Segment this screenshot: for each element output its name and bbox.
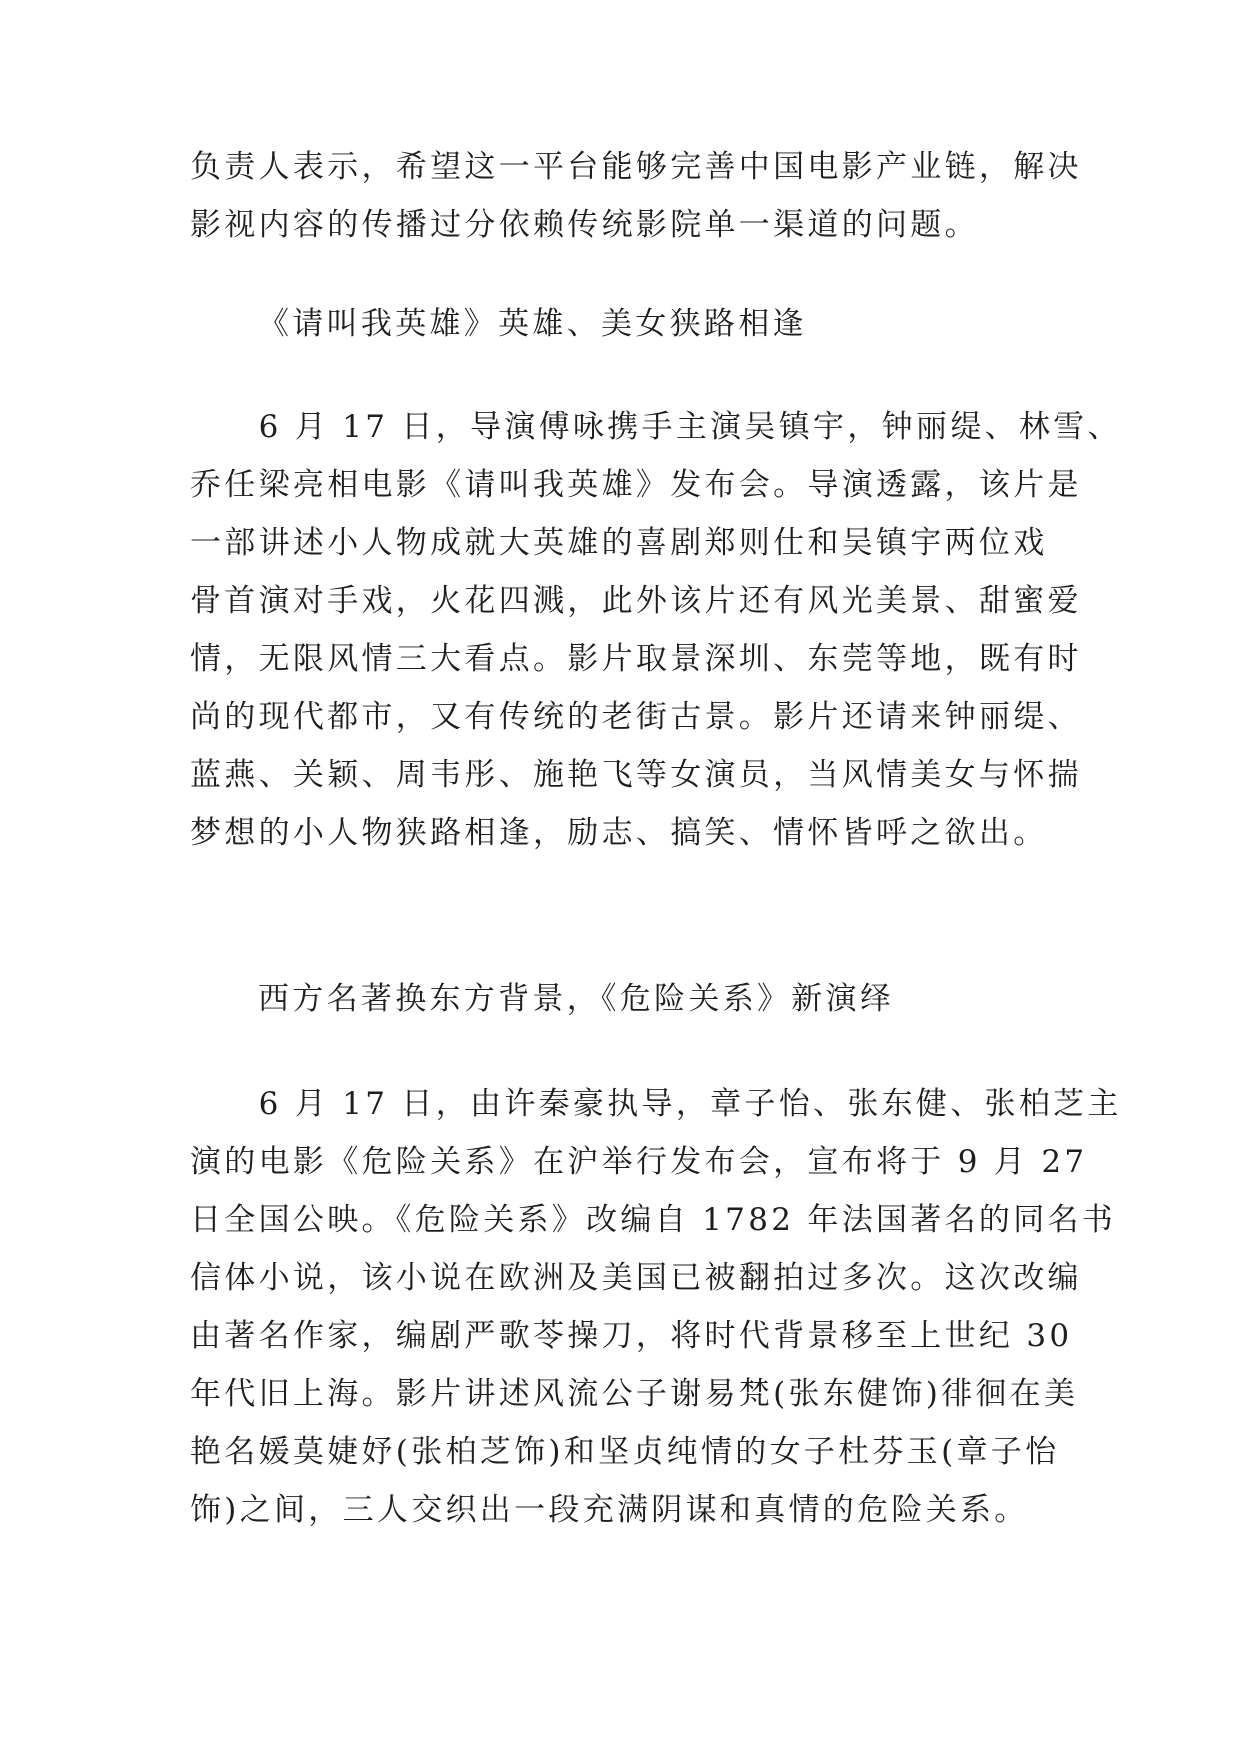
paragraph-line: 一部讲述小人物成就大英雄的喜剧郑则仕和吴镇宇两位戏 — [190, 525, 1048, 561]
section-heading-1: 《请叫我英雄》英雄、美女狭路相逢 — [258, 306, 807, 342]
paragraph-line: 6 月 17 日，导演傅咏携手主演吴镇宇，钟丽缇、林雪、 — [190, 409, 1122, 445]
paragraph-line: 由著名作家，编剧严歌苓操刀，将时代背景移至上世纪 30 — [190, 1318, 1073, 1354]
paragraph-line: 影视内容的传播过分依赖传统影院单一渠道的问题。 — [190, 207, 979, 243]
paragraph-line: 蓝燕、关颖、周韦彤、施艳飞等女演员，当风情美女与怀揣 — [190, 757, 1082, 793]
paragraph-line: 情，无限风情三大看点。影片取景深圳、东莞等地，既有时 — [190, 641, 1082, 677]
paragraph-line: 演的电影《危险关系》在沪举行发布会，宣布将于 9 月 27 — [190, 1144, 1088, 1180]
paragraph-line: 日全国公映。《危险关系》改编自 1782 年法国著名的同名书 — [190, 1202, 1117, 1238]
paragraph-line: 艳名媛莫婕妤(张柏芝饰)和坚贞纯情的女子杜芬玉(章子怡 — [190, 1434, 1060, 1470]
paragraph-line: 6 月 17 日，由许秦豪执导，章子怡、张东健、张柏芝主 — [190, 1086, 1122, 1122]
paragraph-line: 乔任梁亮相电影《请叫我英雄》发布会。导演透露，该片是 — [190, 467, 1082, 503]
paragraph-line: 梦想的小人物狭路相逢，励志、搞笑、情怀皆呼之欲出。 — [190, 815, 1048, 851]
paragraph-line: 年代旧上海。影片讲述风流公子谢易梵(张东健饰)徘徊在美 — [190, 1376, 1079, 1412]
paragraph-line: 饰)之间，三人交织出一段充满阴谋和真情的危险关系。 — [190, 1492, 1029, 1528]
paragraph-line: 负责人表示，希望这一平台能够完善中国电影产业链，解决 — [190, 149, 1082, 185]
section-2-paragraph — [190, 1075, 1122, 1539]
section-heading-2: 西方名著换东方背景，《危险关系》新演绎 — [258, 981, 895, 1017]
intro-paragraph — [190, 138, 1082, 254]
paragraph-line: 尚的现代都市，又有传统的老街古景。影片还请来钟丽缇、 — [190, 699, 1082, 735]
paragraph-line: 信体小说，该小说在欧洲及美国已被翻拍过多次。这次改编 — [190, 1260, 1082, 1296]
paragraph-line: 骨首演对手戏，火花四溅，此外该片还有风光美景、甜蜜爱 — [190, 583, 1082, 619]
section-1-paragraph — [190, 398, 1122, 862]
